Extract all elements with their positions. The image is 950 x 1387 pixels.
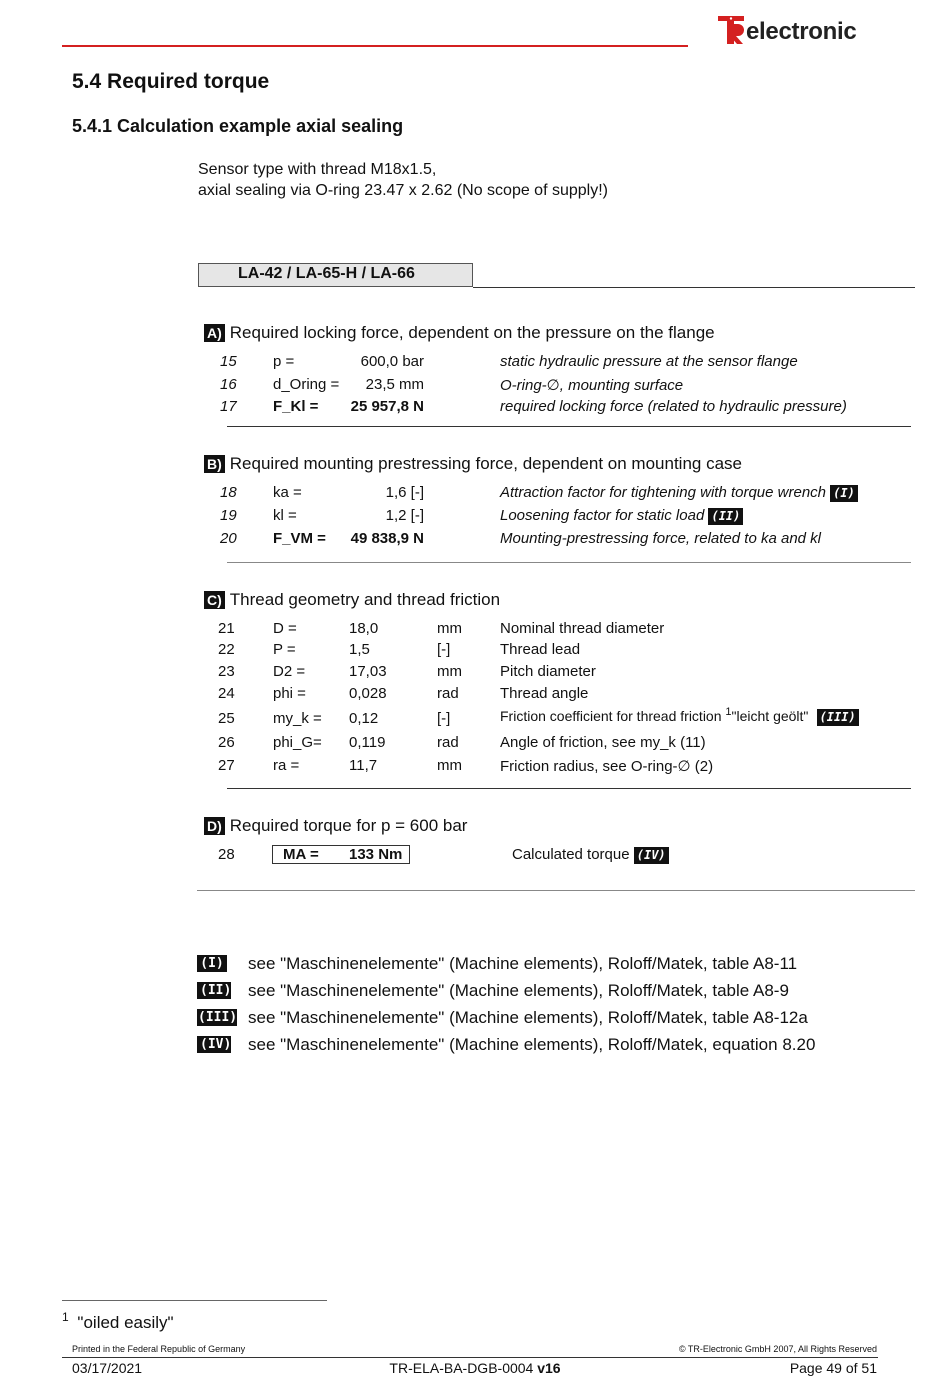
section-c-tag: C) <box>204 591 225 609</box>
section-a-rule <box>227 426 911 427</box>
row-22-unit: [-] <box>437 641 451 658</box>
intro-line-1: Sensor type with thread M18x1.5, <box>198 161 437 178</box>
row-16-name: d_Oring = <box>273 376 340 393</box>
row-15-value: 600,0 bar <box>360 353 424 370</box>
row-22-value: 1,5 <box>349 641 370 658</box>
row-19-number: 19 <box>220 507 237 524</box>
footer-date: 03/17/2021 <box>72 1360 143 1376</box>
row-16-number: 16 <box>220 376 237 393</box>
row-18-name: ka = <box>273 484 302 501</box>
row-28-desc-text: Calculated torque <box>512 846 634 863</box>
row-28-value: 133 Nm <box>349 846 403 863</box>
footnote-text: "oiled easily" <box>77 1312 174 1332</box>
reference-tag-iii: (III) <box>198 1010 238 1026</box>
row-15-number: 15 <box>220 353 237 370</box>
row-25-value: 0,12 <box>349 710 379 727</box>
footer-copyright: © TR-Electronic GmbH 2007, All Rights Reserved <box>678 1344 877 1354</box>
row-27-number: 27 <box>218 757 235 774</box>
reference-2 <box>197 980 231 1000</box>
variant-tab-label: LA-42 / LA-65-H / LA-66 <box>238 265 415 282</box>
footer-doc-number: TR-ELA-BA-DGB-0004 <box>389 1360 534 1376</box>
header-rule <box>62 45 688 47</box>
section-b-title: Required mounting prestressing force, dependent on mounting case <box>229 454 742 473</box>
row-27-unit: mm <box>437 757 462 774</box>
reference-tag-iv: (IV) <box>197 1036 231 1053</box>
company-logo <box>716 12 876 48</box>
footer-printed: Printed in the Federal Republic of Germany <box>72 1344 246 1354</box>
row-16-desc: O-ring-∅, mounting surface <box>500 377 684 394</box>
row-26-value: 0,119 <box>349 734 386 751</box>
row-18-value: 1,6 [-] <box>385 484 424 501</box>
row-25-desc <box>500 706 859 726</box>
section-a-tag: A) <box>204 324 225 342</box>
row-17-desc: required locking force (related to hydraulic pressure) <box>500 398 847 415</box>
section-b-heading <box>204 454 742 474</box>
row-18-desc-text: Attraction factor for tightening with torque wrench <box>500 484 827 501</box>
row-27-desc: Friction radius, see O-ring-∅ (2) <box>500 758 714 775</box>
row-24-unit: rad <box>437 685 459 702</box>
row-23-value: 17,03 <box>349 663 387 680</box>
row-23-number: 23 <box>218 663 235 680</box>
row-25-number: 25 <box>218 710 235 727</box>
row-19-name: kl = <box>273 507 297 524</box>
row-28-desc <box>512 846 669 864</box>
footnote <box>62 1310 174 1333</box>
section-c-title: Thread geometry and thread friction <box>229 590 501 609</box>
footer-doc-id <box>389 1360 560 1376</box>
row-24-desc: Thread angle <box>500 685 589 702</box>
section-b-rule <box>227 562 911 563</box>
footer-rule <box>62 1357 878 1358</box>
reference-4 <box>197 1034 231 1054</box>
section-c-heading <box>204 590 500 610</box>
row-17-value: 25 957,8 N <box>350 398 424 415</box>
row-22-desc: Thread lead <box>500 641 581 658</box>
reference-1-text: see "Maschinenelemente" (Machine elements), Roloff/Matek, table A8-11 <box>248 954 798 973</box>
row-26-desc: Angle of friction, see my_k (11) <box>500 734 706 751</box>
row-24-number: 24 <box>218 685 235 702</box>
row-20-desc: Mounting-prestressing force, related to ka and kl <box>500 530 821 547</box>
row-17-number: 17 <box>220 398 237 415</box>
reference-tag-i: (I) <box>197 955 227 972</box>
footer-page: Page 49 of 51 <box>789 1360 877 1376</box>
section-a-heading <box>204 323 715 343</box>
row-26-unit: rad <box>437 734 459 751</box>
row-18-desc <box>500 484 858 502</box>
row-19-desc-text: Loosening factor for static load <box>500 507 705 524</box>
ref-tag-i: (I) <box>830 485 858 502</box>
section-c-rule <box>227 788 911 789</box>
row-21-unit: mm <box>437 620 462 637</box>
reference-2-text: see "Maschinenelemente" (Machine elements), Roloff/Matek, table A8-9 <box>248 981 789 1000</box>
row-20-name: F_VM = <box>273 530 326 547</box>
tab-rule <box>473 287 915 288</box>
row-23-unit: mm <box>437 663 462 680</box>
row-22-number: 22 <box>218 641 235 658</box>
row-21-value: 18,0 <box>349 620 379 637</box>
footnote-number: 1 <box>62 1310 69 1324</box>
row-21-name: D = <box>273 620 297 637</box>
section-d-heading <box>204 816 467 836</box>
row-19-value: 1,2 [-] <box>385 507 424 524</box>
row-24-name: phi = <box>273 685 306 702</box>
footnote-ref: 1 <box>725 706 732 718</box>
row-16-value: 23,5 mm <box>365 376 424 393</box>
row-28-name: MA = <box>283 846 319 863</box>
row-25-unit: [-] <box>437 710 451 727</box>
row-17-name: F_Kl = <box>273 398 319 415</box>
intro-line-2: axial sealing via O-ring 23.47 x 2.62 (No scope of supply!) <box>198 182 608 199</box>
footnote-separator <box>62 1300 327 1301</box>
row-26-number: 26 <box>218 734 235 751</box>
row-22-name: P = <box>273 641 296 658</box>
row-21-desc: Nominal thread diameter <box>500 620 665 637</box>
ref-tag-ii: (II) <box>708 508 743 525</box>
row-20-number: 20 <box>220 530 237 547</box>
row-27-value: 11,7 <box>349 757 378 774</box>
footer-version: v16 <box>537 1360 561 1376</box>
subsection-title: 5.4.1 Calculation example axial sealing <box>72 116 404 136</box>
section-a-title: Required locking force, dependent on the pressure on the flange <box>229 323 715 342</box>
reference-1 <box>197 953 227 973</box>
row-24-value: 0,028 <box>349 685 387 702</box>
variant-tab <box>198 263 473 287</box>
row-25-name: my_k = <box>273 710 322 727</box>
reference-tag-ii: (II) <box>197 982 231 999</box>
row-28-number: 28 <box>218 846 235 863</box>
row-25-desc-quote: "leicht geölt" <box>731 708 809 724</box>
row-27-name: ra = <box>273 757 300 774</box>
logo-wordmark: electronic <box>746 18 857 45</box>
section-b-tag: B) <box>204 455 225 473</box>
row-25-desc-text: Friction coefficient for thread friction <box>500 708 726 724</box>
section-title: 5.4 Required torque <box>72 70 270 93</box>
row-23-desc: Pitch diameter <box>500 663 596 680</box>
section-d-title: Required torque for p = 600 bar <box>229 816 468 835</box>
section-d-tag: D) <box>204 817 225 835</box>
row-20-value: 49 838,9 N <box>350 530 424 547</box>
reference-3 <box>197 1007 237 1027</box>
row-23-name: D2 = <box>273 663 306 680</box>
reference-3-text: see "Maschinenelemente" (Machine elements), Roloff/Matek, table A8-12a <box>248 1008 808 1027</box>
row-18-number: 18 <box>220 484 237 501</box>
row-15-desc: static hydraulic pressure at the sensor flange <box>500 353 798 370</box>
tr-logo-icon <box>716 14 746 46</box>
ref-tag-iv: (IV) <box>634 847 669 864</box>
ref-tag-iii: (III) <box>817 709 859 726</box>
row-21-number: 21 <box>218 620 235 637</box>
row-26-name: phi_G= <box>273 734 322 751</box>
row-19-desc <box>500 507 743 525</box>
reference-4-text: see "Maschinenelemente" (Machine elements), Roloff/Matek, equation 8.20 <box>248 1035 816 1054</box>
row-15-name: p = <box>273 353 295 370</box>
section-d-rule <box>197 890 915 891</box>
